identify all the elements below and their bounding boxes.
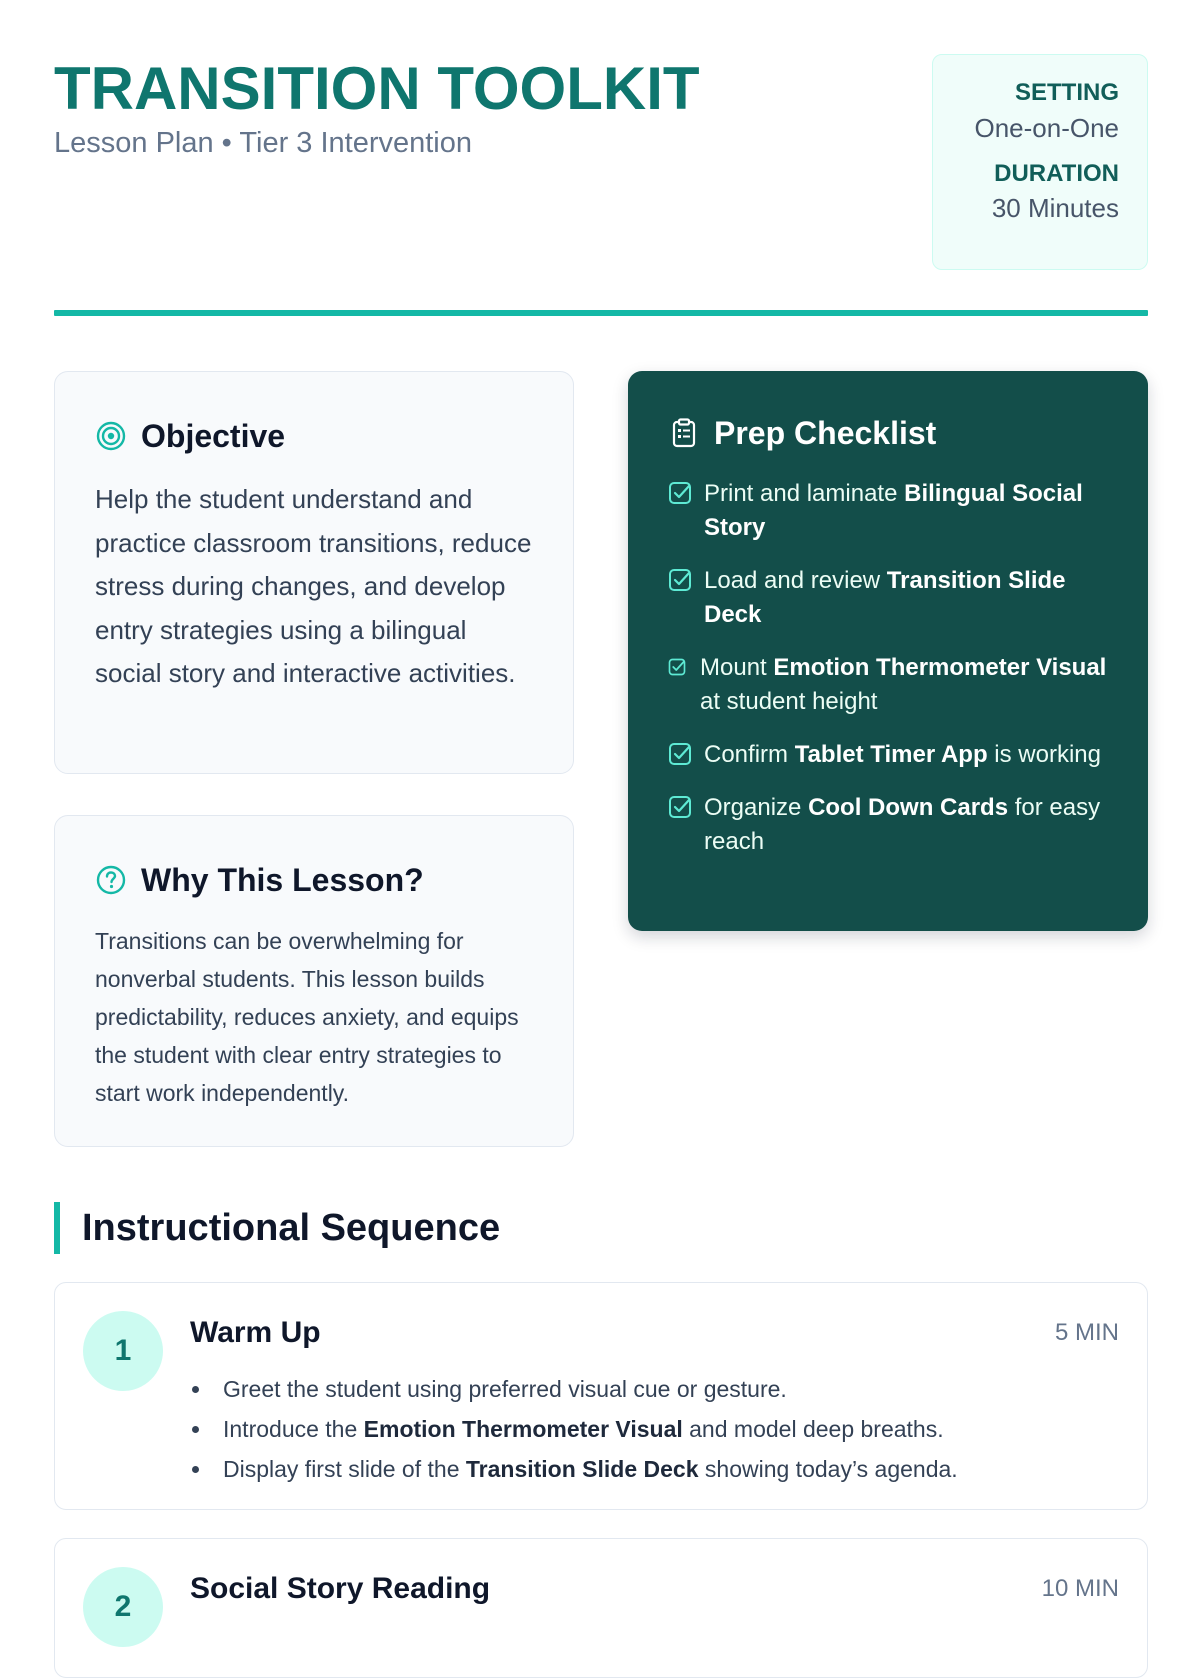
- step-bullet-text-end: and model deep breaths.: [682, 1416, 944, 1442]
- meta-box: [932, 54, 1148, 270]
- why-card: [54, 815, 574, 1147]
- prep-item-material: Cool Down Cards: [808, 794, 1009, 821]
- prep-item-text: Confirm: [704, 741, 795, 768]
- step-bullet-text: Display first slide of the: [223, 1456, 466, 1482]
- step-card: [54, 1538, 1148, 1678]
- checkbox-icon: [668, 568, 692, 592]
- checkbox-icon: [668, 795, 692, 819]
- prep-item-text: Print and laminate: [704, 480, 905, 507]
- question-circle-icon: [95, 864, 127, 896]
- duration-label: DURATION: [994, 159, 1119, 187]
- prep-item: [668, 651, 1108, 719]
- prep-item-text: Load and review: [704, 567, 887, 594]
- step-number-badge: 1: [83, 1311, 163, 1391]
- step-bullet-material: Emotion Thermometer Visual: [363, 1416, 683, 1442]
- prep-item-text-end: at student height: [700, 688, 878, 715]
- prep-heading: Prep Checklist: [714, 414, 937, 451]
- step-bullet: [190, 1409, 958, 1449]
- objective-card: [54, 371, 574, 774]
- prep-item-material: Bilingual Social Story: [704, 480, 1083, 541]
- step-duration: 5 MIN: [1054, 1319, 1119, 1346]
- checkbox-icon: [668, 742, 692, 766]
- page-title: TRANSITION TOOLKIT: [54, 55, 700, 122]
- prep-item-text: Mount: [700, 654, 774, 681]
- step-number-badge: 2: [83, 1567, 163, 1647]
- prep-item-material: Transition Slide Deck: [704, 567, 1066, 628]
- section-heading: Instructional Sequence: [54, 1202, 500, 1254]
- page-header: [54, 52, 1148, 272]
- clipboard-icon: [668, 417, 700, 449]
- step-duration: 10 MIN: [1041, 1575, 1119, 1602]
- prep-item: [668, 564, 1108, 632]
- step-bullet: [190, 1449, 958, 1489]
- header-divider: [54, 310, 1148, 316]
- step-bullet-text-end: showing today’s agenda.: [698, 1456, 958, 1482]
- prep-item: [668, 791, 1108, 859]
- target-icon: [95, 420, 127, 452]
- prep-item-text: Organize: [704, 794, 809, 821]
- prep-item: [668, 738, 1108, 772]
- step-bullet-material: Transition Slide Deck: [465, 1456, 699, 1482]
- why-heading: Why This Lesson?: [141, 861, 424, 898]
- prep-item: [668, 477, 1108, 545]
- why-text: Transitions can be overwhelming for nonverbal students. This lesson builds predictability, reduces anxiety, and equips the student with clear entry strategies to start work independently.: [95, 928, 519, 1106]
- objective-heading: Objective: [141, 417, 286, 454]
- checkbox-icon: [668, 658, 686, 676]
- prep-item-text-end: for easy reach: [704, 794, 1101, 855]
- objective-text: Help the student understand and practice classroom transitions, reduce stress during changes, and develop entry strategies using a bilingual social story and interactive activities.: [95, 484, 532, 688]
- setting-label: SETTING: [1014, 79, 1119, 106]
- step-bullet-list: [190, 1369, 958, 1489]
- prep-list: [668, 477, 1108, 859]
- step-card: [54, 1282, 1148, 1510]
- step-title: Warm Up: [190, 1316, 321, 1349]
- step-bullet-text: Greet the student using preferred visual cue or gesture.: [223, 1376, 787, 1402]
- setting-value: One-on-One: [974, 112, 1119, 143]
- page-subtitle: Lesson Plan • Tier 3 Intervention: [54, 127, 473, 159]
- prep-item-text-end: is working: [987, 741, 1101, 768]
- step-bullet: [190, 1369, 958, 1409]
- duration-value: 30 Minutes: [991, 193, 1119, 224]
- prep-item-material: Tablet Timer App: [794, 741, 988, 768]
- checkbox-icon: [668, 481, 692, 505]
- prep-item-material: Emotion Thermometer Visual: [773, 654, 1107, 681]
- prep-checklist-card: [628, 371, 1148, 931]
- step-bullet-text: Introduce the: [223, 1416, 364, 1442]
- step-title: Social Story Reading: [190, 1572, 491, 1605]
